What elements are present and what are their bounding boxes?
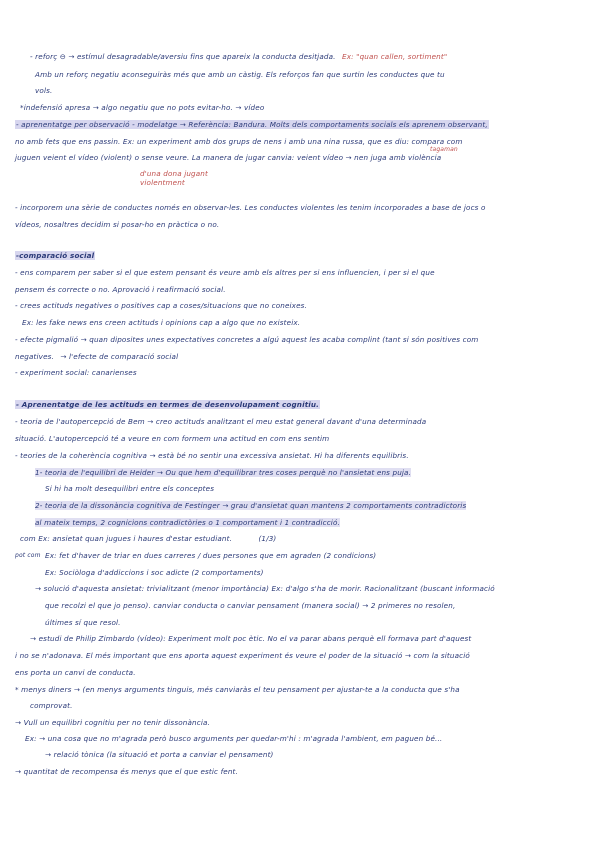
note-line: Ex: les fake news ens creen actituds i opinions cap a algo que no existeix. (22, 318, 301, 327)
note-line: Amb un reforç negatiu aconseguiràs més que amb un càstig. Els reforços fan que surtin les conductes que tu (35, 70, 445, 79)
note-line: → Vull un equilibri cognitiu per no tenir dissonància. (15, 718, 210, 727)
note-line: al mateix temps, 2 cognicions contradictòries o 1 comportament i 1 contradicció. (35, 518, 340, 527)
highlighted-text: - aprenentatge per observació - modelatge → Referència: Bandura. Molts dels comportaments socials els aprenem observant, (16, 120, 488, 129)
note-line (30, 52, 447, 61)
note-line: → relació tònica (la situació et porta a canviar el pensament) (45, 750, 274, 759)
note-text: - reforç ⊖ → estímul desagradable/aversiu fins que apareix la conducta desitjada. (30, 52, 336, 61)
note-line: negatives. → l'efecte de comparació social (15, 352, 179, 361)
note-line: Ex: Sociòloga d'addiccions i soc adicte (2 comportaments) (45, 568, 264, 577)
note-line: → solució d'aquesta ansietat: trivialitzant (menor importància) Ex: d'algo s'ha de morir. Racionalitzant (buscant informació (35, 584, 495, 593)
note-line: situació. L'autopercepció té a veure en com formem una actitud en com ens sentim (15, 434, 330, 443)
note-line: → estudi de Philip Zimbardo (vídeo): Experiment molt poc ètic. No el va parar abans perquè ell formava part d'aquest (30, 634, 472, 643)
note-line: i no se n'adonava. El més important que ens aporta aquest experiment és veure el poder de la situació → com la situació (15, 651, 470, 660)
note-line: - ens comparem per saber si el que estem pensant és veure amb els altres per si ens influencien, i per si el que (15, 268, 435, 277)
margin-tag: pot com (15, 552, 41, 559)
note-line: juguen veient el vídeo (violent) o sense veure. La manera de jugar canvia: veient vídeo → nen juga amb violència (15, 153, 442, 162)
annotation: d'una dona jugant (140, 169, 208, 178)
example-note: Ex: "quan callen, sortiment" (342, 52, 448, 61)
note-line: últimes sí que resol. (45, 618, 121, 627)
note-line: - crees actituds negatives o positives cap a coses/situacions que no coneixes. (15, 301, 307, 310)
section-heading: -comparació social (16, 251, 95, 260)
note-line: - efecte pigmalió → quan diposites unes expectatives concretes a algú aquest les acaba complint (tant si són positives com (15, 335, 479, 344)
note-line: Si hi ha molt desequilibri entre els conceptes (45, 484, 215, 493)
note-line: 1- teoria de l'equilibri de Heider → Ou que hem d'equilibrar tres coses perquè no l'ansietat ens puja. (35, 468, 412, 477)
note-line: → quantitat de recompensa és menys que el que estic fent. (15, 767, 238, 776)
annotation: violentment (140, 178, 185, 187)
note-line: Ex: → una cosa que no m'agrada però busco arguments per quedar-m'hi : m'agrada l'ambient, em paguen bé... (25, 734, 443, 743)
note-line: - incorporem una sèrie de conductes només en observar-les. Les conductes violentes les tenim incorporades a base de jocs o (15, 203, 486, 212)
note-line: Ex: fet d'haver de triar en dues carreres / dues persones que em agraden (2 condicions) (45, 551, 377, 560)
note-line: que recolzi el que jo penso). canviar conducta o canviar pensament (manera social) → 2 primeres no resolen, (45, 601, 456, 610)
note-line: *indefensió apresa → algo negatiu que no pots evitar-ho. → vídeo (20, 103, 265, 112)
note-line: comprovat. (30, 701, 73, 710)
note-line: vídeos, nosaltres decidim si posar-ho en pràctica o no. (15, 220, 220, 229)
note-line: 2- teoria de la dissonància cognitiva de Festinger → grau d'ansietat quan mantens 2 comportaments contradictoris (35, 501, 467, 510)
note-line: no amb fets que ens passin. Ex: un experiment amb dos grups de nens i amb una nina russa, que es diu: compara com (15, 137, 463, 146)
note-line: - teories de la coherència cognitiva → està bé no sentir una excessiva ansietat. Hi ha diferents equilibris. (15, 451, 409, 460)
note-line: vols. (35, 86, 53, 95)
note-line: com Ex: ansietat quan jugues i haures d'estar estudiant. (1/3) (20, 534, 277, 543)
section-heading: - Aprenentatge de les actituds en termes de desenvolupament cognitiu. (16, 400, 320, 409)
note-line: * menys diners → (en menys arguments tinguis, més canviaràs el teu pensament per ajustar-te a la conducta que s'ha (15, 685, 460, 694)
note-line: - teoria de l'autopercepció de Bem → creo actituds analitzant el meu estat general davant d'una determinada (15, 417, 427, 426)
margin-note: tagaman (430, 146, 458, 153)
note-line: ens porta un canvi de conducta. (15, 668, 136, 677)
note-line (15, 120, 489, 129)
note-line: - experiment social: canarienses (15, 368, 137, 377)
note-line: pensem és correcte o no. Aprovació i reafirmació social. (15, 285, 226, 294)
